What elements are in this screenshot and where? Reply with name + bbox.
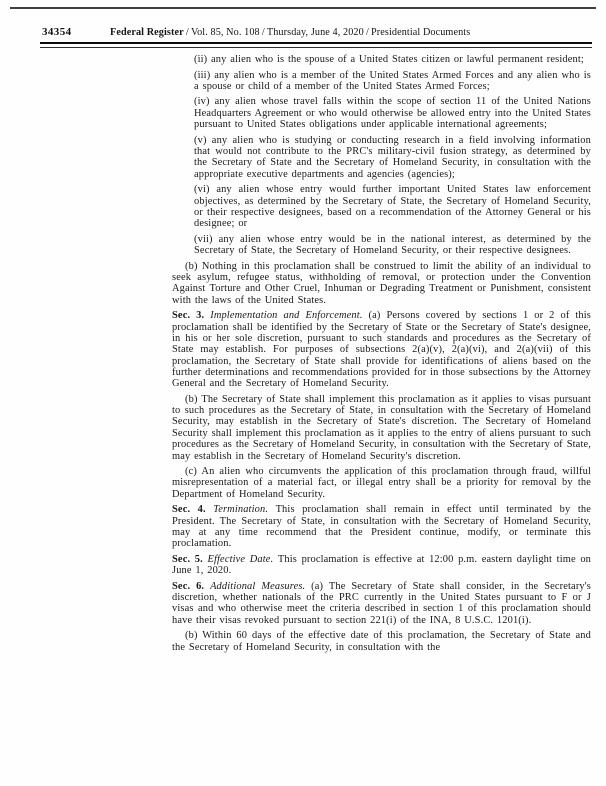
text-segment: (b) Within 60 days of the effective date of this proclamation, the Secretary of State and the Secretary of Homeland Security, in consultation with the xyxy=(172,630,591,653)
paragraph-9 xyxy=(172,394,591,462)
text-segment: (b) Nothing in this proclamation shall be construed to limit the ability of an individual to seek asylum, refugee status, withholding of removal, or protection under the Convention Against Torture and Other Cruel, Inhuman or Degrading Treatment or Punishment, consistent with the laws of the United States. xyxy=(172,260,591,306)
header-title-publication: Federal Register xyxy=(110,26,184,38)
header-rule-thin xyxy=(40,47,592,48)
paragraph-14 xyxy=(172,630,591,653)
page-top-border xyxy=(10,7,596,9)
text-segment: (iii) any alien who is a member of the United States Armed Forces and any alien who is a spouse or child of a member of the United States Armed Forces; xyxy=(194,69,591,92)
text-segment: (a) The Secretary of State shall consider, in the Secretary's discretion, whether nationals of the PRC currently in the United States pursuant to F or J visas and who otherwise meet the criteria described in section 1 of this proclamation should have their visas revoked pursuant to section 221(i) of the INA, 8 U.S.C. 1201(i). xyxy=(172,580,591,626)
paragraph-13 xyxy=(172,581,591,626)
text-segment: (a) Persons covered by sections 1 or 2 of this proclamation shall be identified by the Secretary of State or the Secretary of State's designee, in his or her sole discretion, pursuant to such standards and procedures as the Secretary of State may establish. For purposes of subsections 2(a)(v), 2(a)(vi), and 2(a)(vii) of this proclamation, the Secretary of State shall provide for identifications of aliens based on the further determinations and recommendations provided for in those subsections by the Attorney General and the Secretary of Homeland Security. xyxy=(172,310,591,390)
text-segment: (v) any alien who is studying or conducting research in a field involving information that would not contribute to the PRC's military-civil fusion strategy, as determined by the Secretary of State and the Secretary of Homeland Security, in consultation with the appropriate executive departments and agencies (agencies); xyxy=(194,134,591,180)
paragraph-11 xyxy=(172,504,591,549)
paragraph-6 xyxy=(194,234,591,257)
header-rule-thick xyxy=(40,42,592,44)
text-segment: Sec. 3. xyxy=(172,310,211,322)
text-segment: Additional Measures. xyxy=(210,580,312,592)
text-segment: Implementation and Enforcement. xyxy=(210,310,369,322)
header-title xyxy=(110,27,470,38)
text-segment: Effective Date. xyxy=(207,553,278,565)
text-segment: Sec. 6. xyxy=(172,580,211,592)
text-segment: (b) The Secretary of State shall implement this proclamation as it applies to visas pursuant to such procedures as the Secretary of State, in consultation with the Secretary of Homeland Security, may establish in the Secretary of State's discretion. The Secretary of Homeland Security shall implement this proclamation as it applies to the entry of aliens pursuant to such procedures as the Secretary of Homeland Security, in consultation with the Secretary of State, may establish in the Secretary of Homeland Security's discretion. xyxy=(172,393,591,462)
text-segment: Sec. 4. xyxy=(172,504,214,516)
header-title-issue: / Vol. 85, No. 108 / Thursday, June 4, 2020 / Presidential Documents xyxy=(183,26,471,38)
text-segment: (vii) any alien whose entry would be in the national interest, as determined by the Secretary of State, the Secretary of Homeland Security, or their respective designees. xyxy=(194,233,591,257)
text-segment: Termination. xyxy=(213,504,276,516)
paragraph-8 xyxy=(172,310,591,389)
text-segment: This proclamation shall remain in effect until terminated by the President. The Secretary of State, in consultation with the Secretary of Homeland Security, may at any time recommend that the President continue, modify, or terminate this proclamation. xyxy=(172,504,591,550)
paragraph-4 xyxy=(194,135,591,180)
paragraph-7 xyxy=(172,261,591,306)
paragraph-12 xyxy=(172,554,591,577)
page-number: 34354 xyxy=(42,26,72,38)
text-segment: (c) An alien who circumvents the application of this proclamation through fraud, willful misrepresentation of a material fact, or illegal entry shall be a priority for removal by the Department of Homeland Security. xyxy=(172,466,591,500)
paragraph-3 xyxy=(194,96,591,130)
text-segment: (iv) any alien whose travel falls within the scope of section 11 of the United Nations Headquarters Agreement or who would otherwise be allowed entry into the United States pursuant to United States obligations under applicable international agreements; xyxy=(194,96,591,131)
text-segment: (vi) any alien whose entry would further important United States law enforcement objectives, as determined by the Secretary of State, the Secretary of Homeland Security, or their respective designees, based on a recommendation of the Attorney General or his designee; or xyxy=(194,184,591,230)
page-header xyxy=(42,26,592,40)
text-segment: (ii) any alien who is the spouse of a United States citizen or lawful permanent resident; xyxy=(194,54,584,65)
body-text xyxy=(172,54,591,657)
text-segment: Sec. 5. xyxy=(172,553,208,565)
paragraph-5 xyxy=(194,184,591,229)
paragraph-2 xyxy=(194,70,591,93)
paragraph-1 xyxy=(194,54,591,65)
text-segment: This proclamation is effective at 12:00 p.m. eastern daylight time on June 1, 2020. xyxy=(172,553,592,577)
paragraph-10 xyxy=(172,466,591,500)
